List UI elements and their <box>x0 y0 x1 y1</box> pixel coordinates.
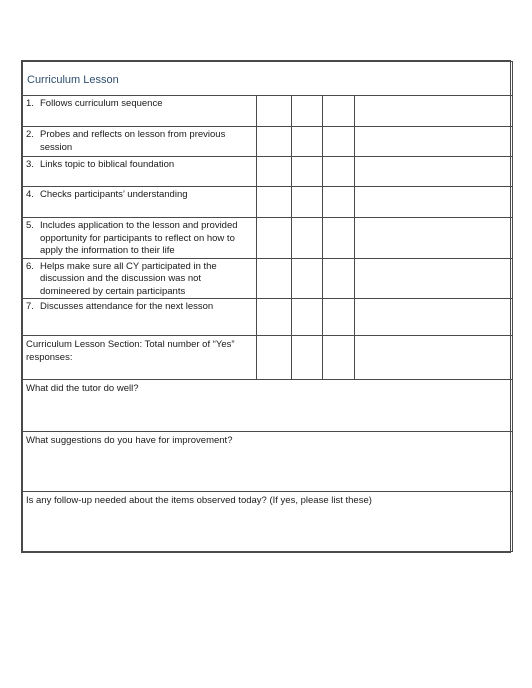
question-follow-up[interactable] <box>23 492 513 552</box>
table-row <box>23 96 513 127</box>
response-cell[interactable] <box>323 218 355 259</box>
table-row <box>23 299 513 336</box>
item-1 <box>23 96 257 127</box>
response-cell[interactable] <box>257 127 292 157</box>
item-5 <box>23 218 257 259</box>
section-title: Curriculum Lesson <box>23 62 513 96</box>
response-cell[interactable] <box>257 96 292 127</box>
question-label: What did the tutor do well? <box>26 383 139 394</box>
table-row <box>23 258 513 299</box>
item-number: 3. <box>26 159 34 170</box>
comment-cell[interactable] <box>355 96 513 127</box>
response-cell[interactable] <box>323 336 355 380</box>
response-cell[interactable] <box>323 258 355 299</box>
response-cell[interactable] <box>323 187 355 218</box>
item-6 <box>23 258 257 299</box>
table-row <box>23 157 513 187</box>
curriculum-lesson-table <box>22 61 513 552</box>
question-row <box>23 432 513 492</box>
response-cell[interactable] <box>257 299 292 336</box>
item-text: Discusses attendance for the next lesson <box>40 301 214 312</box>
total-row <box>23 336 513 380</box>
item-text: Helps make sure all CY participated in the discussion and the discussion was not domineered by certain participants <box>40 260 217 297</box>
observation-form <box>21 60 511 553</box>
item-number: 5. <box>26 220 34 231</box>
question-row <box>23 492 513 552</box>
response-cell[interactable] <box>257 258 292 299</box>
comment-cell[interactable] <box>355 187 513 218</box>
item-text: Links topic to biblical foundation <box>40 159 175 170</box>
response-cell[interactable] <box>292 336 323 380</box>
response-cell[interactable] <box>292 127 323 157</box>
item-text: Follows curriculum sequence <box>40 98 163 109</box>
response-cell[interactable] <box>323 96 355 127</box>
comment-cell[interactable] <box>355 127 513 157</box>
response-cell[interactable] <box>323 157 355 187</box>
comment-cell[interactable] <box>355 258 513 299</box>
response-cell[interactable] <box>257 218 292 259</box>
item-number: 4. <box>26 189 34 200</box>
question-row <box>23 380 513 432</box>
item-7 <box>23 299 257 336</box>
response-cell[interactable] <box>292 258 323 299</box>
total-label: Curriculum Lesson Section: Total number of “Yes” responses: <box>23 336 257 380</box>
response-cell[interactable] <box>292 157 323 187</box>
response-cell[interactable] <box>292 96 323 127</box>
response-cell[interactable] <box>257 187 292 218</box>
comment-cell[interactable] <box>355 299 513 336</box>
response-cell[interactable] <box>257 157 292 187</box>
response-cell[interactable] <box>323 299 355 336</box>
table-row <box>23 127 513 157</box>
item-2 <box>23 127 257 157</box>
table-row <box>23 218 513 259</box>
comment-cell[interactable] <box>355 336 513 380</box>
comment-cell[interactable] <box>355 157 513 187</box>
question-tutor-strengths[interactable] <box>23 380 513 432</box>
item-3 <box>23 157 257 187</box>
comment-cell[interactable] <box>355 218 513 259</box>
response-cell[interactable] <box>292 187 323 218</box>
item-number: 2. <box>26 129 34 140</box>
question-improvement[interactable] <box>23 432 513 492</box>
response-cell[interactable] <box>292 299 323 336</box>
response-cell[interactable] <box>257 336 292 380</box>
response-cell[interactable] <box>292 218 323 259</box>
item-text: Includes application to the lesson and provided opportunity for participants to reflect on how to apply the information to their life <box>40 220 238 256</box>
item-number: 1. <box>26 98 34 109</box>
response-cell[interactable] <box>323 127 355 157</box>
question-label: What suggestions do you have for improvement? <box>26 435 233 446</box>
item-4 <box>23 187 257 218</box>
question-label: Is any follow-up needed about the items observed today? (If yes, please list these) <box>26 495 372 506</box>
table-row <box>23 187 513 218</box>
item-number: 6. <box>26 260 34 272</box>
item-number: 7. <box>26 301 34 312</box>
item-text: Probes and reflects on lesson from previous session <box>40 129 226 153</box>
item-text: Checks participants’ understanding <box>40 189 188 200</box>
